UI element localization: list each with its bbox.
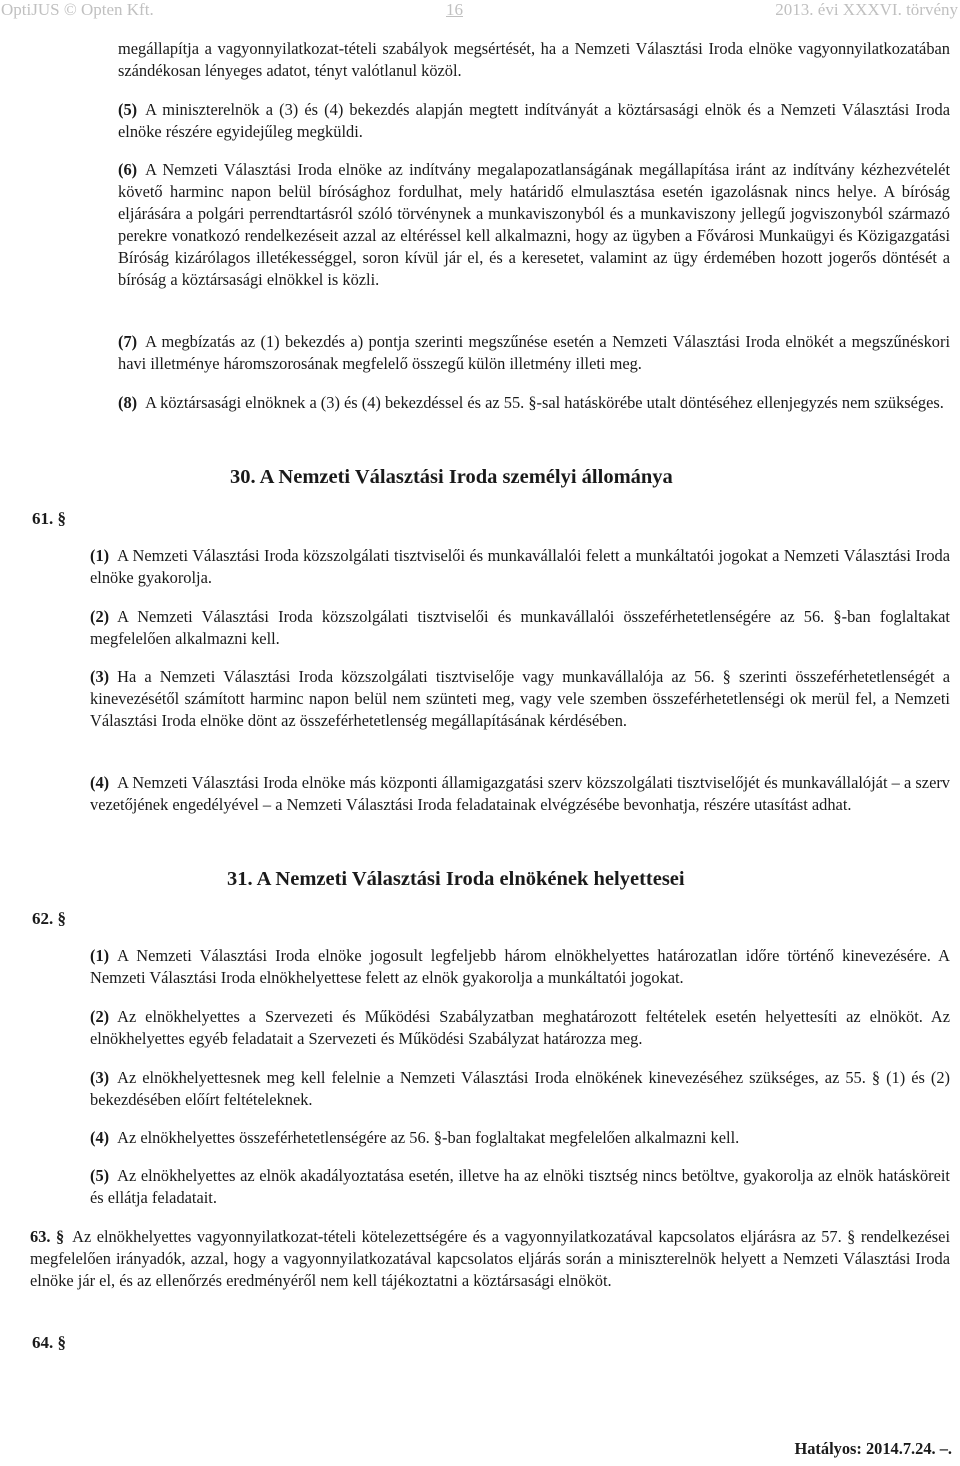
section-61-paragraph-4 — [90, 772, 950, 816]
section-62-paragraph-2 — [90, 1006, 950, 1050]
paragraph-label: (3) — [90, 667, 110, 686]
law-title: 2013. évi XXXVI. törvény — [775, 0, 958, 19]
paragraph-text: Ha a Nemzeti Választási Iroda közszolgálati tisztviselője vagy munkavállalója az 56. § szerinti összeférhetetlenségét a kinevezésétől számított harminc napon belül nem szünteti meg, vagy vele szemben összeférhetetlenségi ok merül fel, a Nemzeti Választási Iroda elnöke dönt az összeférhetetlenség megállapításának kérdésében. — [90, 667, 950, 730]
publisher-label: OptiJUS © Opten Kft. — [1, 0, 154, 19]
paragraph-label: (2) — [90, 1007, 110, 1026]
page-number: 16 — [446, 0, 463, 19]
section-60-paragraph-5 — [118, 99, 950, 143]
section-number-61: 61. § — [32, 509, 66, 528]
paragraph-text: A Nemzeti Választási Iroda elnöke más központi államigazgatási szerv közszolgálati tisztviselőjét és munkavállalóját – a szerv vezetőjének engedélyével – a Nemzeti Választási Iroda feladatainak elvégzésébe bevonhatja, részére utasítást adhat. — [90, 773, 950, 814]
paragraph-label: (1) — [90, 946, 110, 965]
paragraph-label: (8) — [118, 393, 138, 412]
intro-paragraph: megállapítja a vagyonnyilatkozat-tételi szabályok megsértését, ha a Nemzeti Választási Iroda elnöke vagyonnyilatkozatában szándékosan lényeges adatot, tényt valótlanul közöl. — [118, 39, 950, 80]
paragraph-text: A Nemzeti Választási Iroda elnöke az indítvány megalapozatlanságának megállapítása iránt az indítvány kézhezvételét követő harminc napon belül bírósághoz fordulhat, mely határidő elmulasztása esetén igazolásnak nincs helye. A bíróság eljárására a polgári perrendtartásról szóló törvénynek a munkaviszonyból és a munkaviszony jellegű jogviszonyból származó perekre vonatkozó rendelkezéseit azzal az eltéréssel kell alkalmazni, hogy az ügyben a Fővárosi Munkaügyi és Közigazgatási Bíróság kizárólagos illetékességgel, soron kívül jár el, és a keresetet, valamint az ügy érdemében hozott jogerős döntését a bíróság a köztársasági elnökkel is közli. — [118, 160, 950, 289]
section-61-paragraph-2 — [90, 606, 950, 650]
paragraph-text: A Nemzeti Választási Iroda közszolgálati tisztviselői és munkavállalói felett a munkáltatói jogokat a Nemzeti Választási Iroda elnöke gyakorolja. — [90, 546, 950, 587]
section-62-paragraph-4 — [90, 1127, 950, 1149]
paragraph-label: (5) — [118, 100, 138, 119]
paragraph-text: A Nemzeti Választási Iroda elnöke jogosult legfeljebb három elnökhelyettes határozatlan időre történő kinevezésére. A Nemzeti Választási Iroda elnökhelyettese felett az elnök gyakorolja a munkáltatói jogokat. — [90, 946, 950, 987]
section-62-paragraph-3 — [90, 1067, 950, 1111]
section-62-paragraph-5 — [90, 1165, 950, 1209]
paragraph-label: (6) — [118, 160, 138, 179]
section-61-paragraph-3 — [90, 666, 950, 732]
section-number-62: 62. § — [32, 909, 66, 928]
paragraph-text: A Nemzeti Választási Iroda közszolgálati tisztviselői és munkavállalói összeférhetetlenségére az 56. §-ban foglaltakat megfelelően alkalmazni kell. — [90, 607, 950, 648]
paragraph-text: Az elnökhelyettes a Szervezeti és Működési Szabályzatban meghatározott feltételek esetén helyettesíti az elnököt. Az elnökhelyettes egyéb feladatait a Szervezeti és Működési Szabályzat határozza meg. — [90, 1007, 950, 1048]
section-62-paragraph-1 — [90, 945, 950, 989]
paragraph-label: (5) — [90, 1166, 110, 1185]
section-text: Az elnökhelyettes vagyonnyilatkozat-tételi kötelezettségére és a vagyonnyilatkozatával kapcsolatos eljárásra az 57. § rendelkezései megfelelően irányadók, azzal, hogy a vagyonnyilatkozatával kapcsolatos eljárás során a miniszterelnök helyett a Nemzeti Választási Iroda elnöke jár el, és az ellenőrzés eredményéről nem kell tájékoztatni a köztársasági elnököt. — [30, 1227, 950, 1290]
paragraph-text: Az elnökhelyettes összeférhetetlenségére az 56. §-ban foglaltakat megfelelően alkalmazni kell. — [117, 1128, 740, 1147]
page-header — [0, 0, 960, 22]
effective-date: Hatályos: 2014.7.24. –. — [794, 1439, 952, 1458]
section-60-paragraph-7 — [118, 331, 950, 375]
section-number-64: 64. § — [32, 1333, 66, 1352]
paragraph-text: A megbízatás az (1) bekezdés a) pontja szerinti megszűnése esetén a Nemzeti Választási Iroda elnökét a megszűnéskori havi illetménye háromszorosának megfelelő összegű külön illetmény illeti meg. — [118, 332, 950, 373]
paragraph-label: (3) — [90, 1068, 110, 1087]
paragraph-label: (1) — [90, 546, 110, 565]
paragraph-text: A köztársasági elnöknek a (3) és (4) bekezdéssel és az 55. §-sal hatáskörébe utalt döntéséhez ellenjegyzés nem szükséges. — [145, 393, 944, 412]
paragraph-label: (4) — [90, 1128, 110, 1147]
paragraph-text: Az elnökhelyettesnek meg kell felelnie a Nemzeti Választási Iroda elnökének kinevezéséhez szükséges, az 55. § (1) és (2) bekezdésében előírt feltételeknek. — [90, 1068, 950, 1109]
paragraph-text: Az elnökhelyettes az elnök akadályoztatása esetén, illetve ha az elnöki tisztség nincs betöltve, gyakorolja az elnök hatásköreit és ellátja feladatait. — [90, 1166, 950, 1207]
chapter-heading-31: 31. A Nemzeti Választási Iroda elnökének helyettesei — [227, 868, 685, 890]
chapter-heading-30: 30. A Nemzeti Választási Iroda személyi állománya — [230, 466, 673, 488]
section-number-63: 63. § — [30, 1227, 65, 1246]
section-60-paragraph-6 — [118, 159, 950, 291]
section-61-paragraph-1 — [90, 545, 950, 589]
paragraph-label: (7) — [118, 332, 138, 351]
section-63 — [30, 1226, 950, 1292]
section-60-paragraph-8 — [118, 392, 950, 414]
paragraph-label: (4) — [90, 773, 110, 792]
paragraph-text: A miniszterelnök a (3) és (4) bekezdés alapján megtett indítványát a köztársasági elnök és a Nemzeti Választási Iroda elnöke részére egyidejűleg megküldi. — [118, 100, 950, 141]
paragraph-label: (2) — [90, 607, 110, 626]
